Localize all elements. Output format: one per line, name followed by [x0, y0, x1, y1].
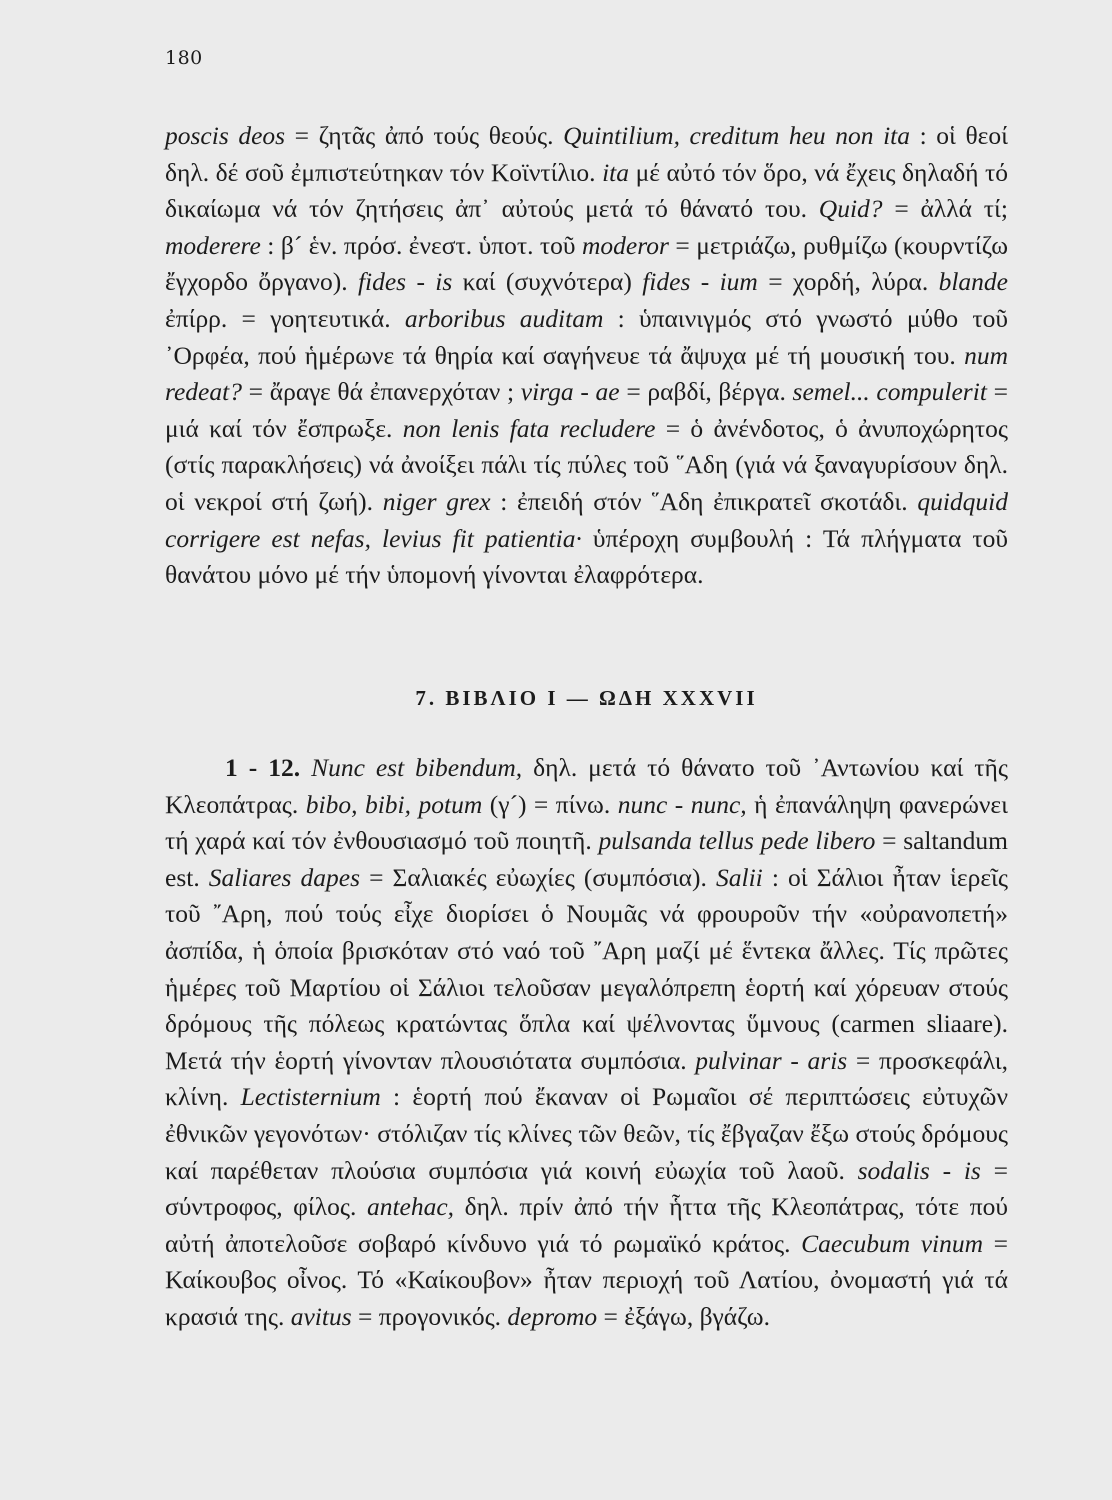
latin-term: Caecubum vinum	[801, 1228, 984, 1258]
latin-term: Quintilium, creditum heu non ita	[563, 121, 910, 150]
commentary-text: : οἱ Σάλιοι ἦταν ἱερεῖς τοῦ ῎Αρη, πού τούς εἶχε διορίσει ὁ Νουμᾶς νά φρουροῦν τήν «οὐρανοπετή» ἀσπίδα, ἡ ὁποία βρισκόταν στό ναό τοῦ ῎Αρη μαζί μέ ἕντεκα ἄλλες. Τίς πρῶτες ἡμέρες τοῦ Μαρτίου οἱ Σάλιοι τελοῦσαν μεγαλόπρεπη ἑορτή καί χόρευαν στούς δρόμους τῆς πόλεως κρατώντας ὅπλα καί ψέλνοντας ὕμνους (carmen sliaare). Μετά τήν ἑορτή γίνονταν πλουσιότατα συμπόσια.	[165, 862, 1009, 1075]
commentary-text: = ὁ ἀνένδοτος, ὁ ἀνυποχώρητος (στίς παρακλήσεις) νά ἀνοίξει πάλι τίς πύλες τοῦ ῞Αδη (γιά νά ξαναγυρίσουν δηλ. οἱ νεκροί στή ζωή).	[165, 413, 1008, 516]
commentary-text: : ἑορτή πού ἔκαναν οἱ Ρωμαῖοι σέ περιπτώσεις εὐτυχῶν ἐθνικῶν γεγονότων· στόλιζαν τίς κλίνες τῶν θεῶν, τίς ἔβγαζαν ἔξω στούς δρόμους καί παρέθεταν πλούσια συμπόσια γιά κοινή εὐωχία τοῦ λαοῦ.	[165, 1082, 1008, 1185]
latin-term: fides - ium	[642, 267, 758, 297]
commentary-text: = μιά καί τόν ἔσπρωξε.	[165, 377, 1008, 443]
commentary-text: μέ αὐτό τόν ὅρο, νά ἔχεις δηλαδή τό δικαίωμα νά τόν ζητήσεις ἀπ᾽ αὐτούς μετά τό θάνατό του.	[165, 157, 1008, 224]
commentary-text: = σύντροφος, φίλος.	[165, 1155, 1008, 1222]
latin-term: antehac,	[366, 1192, 455, 1222]
latin-term: non lenis fata recludere	[402, 413, 656, 443]
commentary-text: : β´ ἑν. πρόσ. ἐνεστ. ὑποτ. τοῦ	[260, 230, 583, 260]
latin-term: depromo	[507, 1301, 598, 1331]
commentary-text: = Καίκουβος οἶνος. Τό «Καίκουβον» ἦταν περιοχή τοῦ Λατίου, ὀνομαστή γιά τά κρασιά της.	[165, 1228, 1008, 1331]
commentary-text: = χορδή, λύρα.	[757, 267, 939, 297]
commentary-text: = ζητᾶς ἀπό τούς θεούς.	[285, 121, 564, 150]
latin-term: moderere	[165, 230, 261, 260]
commentary-text: = Σαλιακές εὐωχίες (συμπόσια).	[360, 862, 716, 892]
latin-term: Quid?	[818, 194, 883, 224]
page-number: 180	[165, 47, 203, 69]
commentary-text	[300, 753, 311, 782]
commentary-text: = προγονικός.	[351, 1301, 508, 1331]
latin-term: Saliares dapes	[208, 862, 360, 892]
commentary-text: : ἐπειδή στόν ῞Αδη ἐπικρατεῖ σκοτάδι.	[490, 486, 918, 516]
latin-term: pulsanda tellus pede libero	[598, 826, 876, 856]
latin-term: Nunc est bibendum,	[311, 753, 523, 782]
commentary-text: = ἄραγε θά ἐπανερχόταν ;	[241, 377, 521, 407]
latin-term: bibo, bibi, potum	[305, 789, 483, 819]
commentary-text: καί (συχνότερα)	[452, 267, 643, 297]
latin-term: Lectisternium	[240, 1082, 381, 1112]
commentary-text: = μετριάζω, ρυθμίζω (κουρντίζω ἔγχορδο ὄργανο).	[165, 230, 1008, 297]
commentary-text: δηλ. πρίν ἀπό τήν ἧττα τῆς Κλεοπάτρας, τότε πού αὐτή ἀποτελοῦσε σοβαρό κίνδυνο γιά τό ρωμαϊκό κράτος.	[165, 1192, 1008, 1258]
latin-term: virga - ae	[520, 377, 620, 407]
commentary-text: = ραβδί, βέργα.	[619, 377, 793, 407]
latin-term: nunc - nunc,	[617, 789, 747, 819]
latin-term: ita	[602, 157, 629, 187]
commentary-paragraph	[165, 750, 1008, 1336]
latin-term: niger grex	[382, 486, 491, 516]
latin-term: num redeat?	[165, 340, 1008, 407]
latin-term: moderor	[582, 230, 669, 260]
latin-term: poscis deos	[165, 121, 286, 150]
latin-term: blande	[938, 267, 1008, 297]
commentary-text: δηλ. μετά τό θάνατο τοῦ ᾽Αντωνίου καί τῆς Κλεοπάτρας.	[165, 753, 1008, 819]
latin-term: Salii	[716, 862, 763, 892]
latin-term: fides - is	[357, 267, 453, 297]
commentary-text: = ἀλλά τί;	[882, 194, 1008, 224]
latin-term: pulvinar - aris	[695, 1045, 848, 1075]
commentary-text: ἐπίρρ. = γοητευτικά.	[165, 303, 405, 333]
latin-term: avitus	[290, 1301, 352, 1331]
commentary-text: : οἱ θεοί δηλ. δέ σοῦ ἐμπιστεύτηκαν τόν Κοϊντίλιο.	[165, 121, 1008, 187]
section-heading: 7. ΒΙΒΛΙΟ Ι — ΩΔΗ XXXVII	[415, 686, 758, 710]
commentary-text: (γ´) = πίνω.	[482, 789, 618, 819]
commentary-text: ἡ ἐπανάληψη φανερώνει τή χαρά καί τόν ἐνθουσιασμό τοῦ ποιητῆ.	[165, 789, 1008, 856]
latin-term: arboribus auditam	[404, 303, 604, 333]
commentary-text: ὑπέροχη συμβουλή : Τά πλήγματα τοῦ θανάτου μόνο μέ τήν ὑπομονή γίνονται ἐλαφρότερα.	[165, 523, 1008, 590]
latin-term: quidquid corrigere est nefas, levius fit patientia·	[165, 486, 1008, 553]
commentary-text: = saltandum est.	[165, 826, 1009, 892]
commentary-paragraph	[165, 118, 1008, 594]
commentary-text: = ἐξάγω, βγάζω.	[597, 1301, 770, 1331]
commentary-text: : ὑπαινιγμός στό γνωστό μύθο τοῦ ᾽Ορφέα, πού ἡμέρωνε τά θηρία καί σαγήνευε τά ἄψυχα μέ τή μουσική του.	[165, 303, 1009, 370]
entry-number: 1 - 12.	[225, 753, 301, 782]
latin-term: semel... compulerit	[792, 377, 987, 407]
latin-term: sodalis - is	[857, 1155, 981, 1185]
commentary-text: = προσκεφάλι, κλίνη.	[165, 1045, 1009, 1112]
